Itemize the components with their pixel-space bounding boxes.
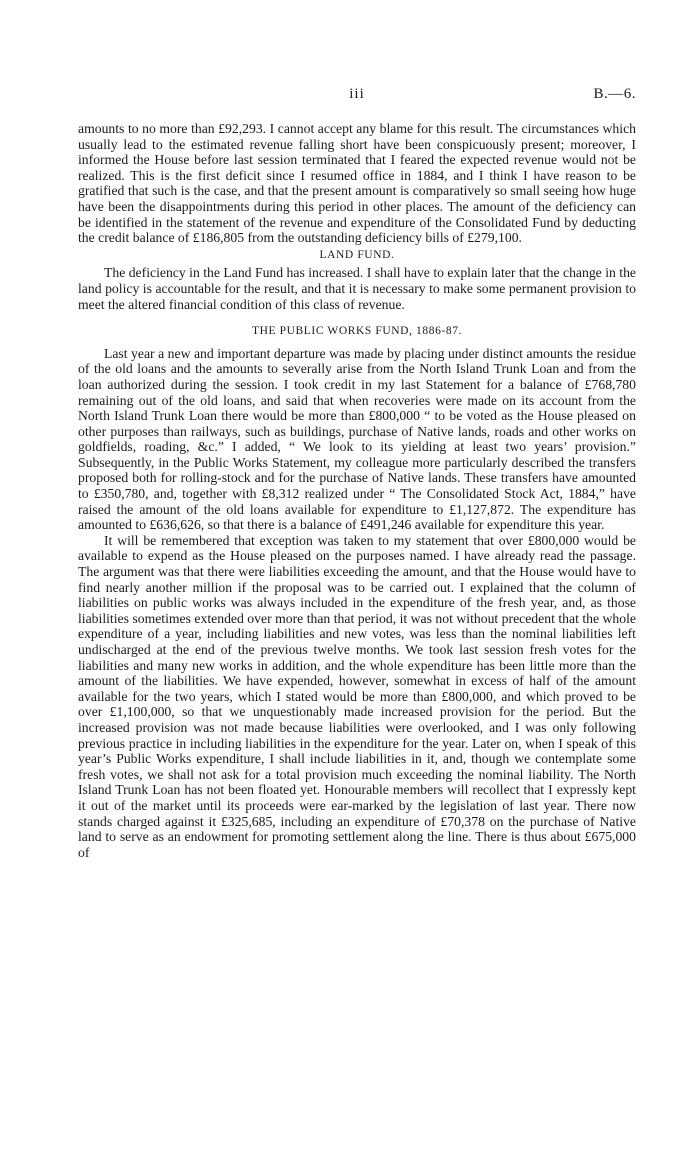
land-fund-paragraph: The deficiency in the Land Fund has increased. I shall have to explain later that the change in the land policy is accountable for the result, and that it is necessary to make some permanent provision to meet the altered financial condition of this class of revenue. xyxy=(78,265,636,312)
intro-paragraph: amounts to no more than £92,293. I cannot accept any blame for this result. The circumstances which usually lead to the estimated revenue falling short have been conspicuously present; moreover, I informed the House before last session terminated that I feared the expected revenue would not be realized. This is the first deficit since I resumed office in 1884, and I think I have reason to be gratified that such is the case, and that the present amount is comparatively so small seeing how huge have been the disappointments during this period in other places. The amount of the deficiency can be identified in the statement of the revenue and expenditure of the Consolidated Fund by deducting the credit balance of £186,805 from the outstanding deficiency bills of £279,100. xyxy=(78,121,636,246)
document-reference: B.—6. xyxy=(593,86,636,102)
document-body xyxy=(78,121,636,860)
page-header xyxy=(78,86,636,106)
public-works-paragraph-2: It will be remembered that exception was taken to my statement that over £800,000 would be available to expend as the House pleased on the purposes named. I have already read the passage. The argument was that there were liabilities exceeding the amount, and that the House would have to find nearly another million if the proposal was to be carried out. I explained that the column of liabilities on public works was always included in the expenditure of the fresh year, and, as those liabilities sometimes extended over more than that period, it was not without precedent that the whole expenditure of a year, including liabilities and new votes, was less than the nominal liabilities left undischarged at the end of the previous twelve months. We took last session fresh votes for the liabilities and many new works in addition, and the whole expenditure has been little more than the amount of the liabilities. We have expended, however, somewhat in excess of half of the amount available for the two years, which I stated would be more than £800,000, and which proved to be over £1,100,000, so that we unquestionably made increased provision for the period. But the increased provision was not made because liabilities were overlooked, and I was only following previous practice in including liabilities in the expenditure for the year. Later on, when I speak of this year’s Public Works expenditure, I shall include liabilities in it, and, though we contemplate some fresh votes, we shall not ask for a total provision much exceeding the nominal liability. The North Island Trunk Loan has not been floated yet. Honourable members will recollect that I expressly kept it out of the market until its proceeds were ear-marked by the legislation of last year. There now stands charged against it £325,685, including an expenditure of £70,378 on the purchase of Native land to serve as an endowment for promoting settlement along the line. There is thus about £675,000 of xyxy=(78,532,636,860)
public-works-heading: THE PUBLIC WORKS FUND, 1886-87. xyxy=(251,325,463,338)
land-fund-heading: LAND FUND. xyxy=(319,248,395,261)
public-works-paragraph-1: Last year a new and important departure was made by placing under distinct amounts the residue of the old loans and the amounts to severally arise from the North Island Trunk Loan and from the loan authorized during the session. I took credit in my last Statement for a balance of £768,780 remaining out of the old loans, and said that when recoveries were made on its account from the North Island Trunk Loan there would be more than £800,000 “ to be voted as the House pleased on other purposes than railways, such as buildings, purchase of Native lands, roads and other works on goldfields, roading, &c.” I added, “ We look to its yielding at least two years’ provision.” Subsequently, in the Public Works Statement, my colleague more particularly described the transfers proposed both for rolling-stock and for the purchase of Native lands. These transfers have amounted to £350,780, and, together with £8,312 realized under “ The Consolidated Stock Act, 1884,” have raised the amount of the old loans available for expenditure to £1,127,872. The expenditure has amounted to £636,626, so that there is a balance of £491,246 available for expenditure this year. xyxy=(78,345,636,533)
page-number: iii xyxy=(349,86,365,102)
